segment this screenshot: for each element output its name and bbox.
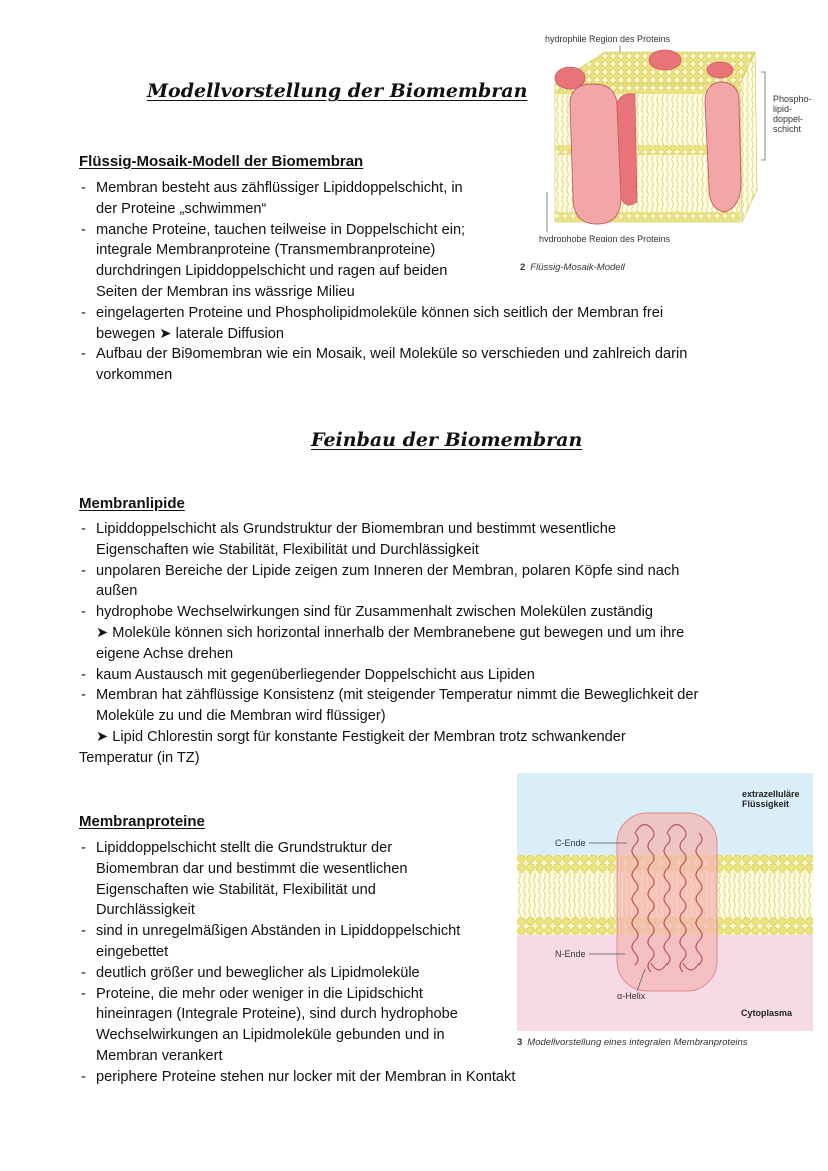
list-item: - sind in unregelmäßigen Abständen in Lipiddoppelschicht [79,921,519,942]
list-item: hineinragen (Integrale Proteine), sind durch hydrophobe [96,1006,458,1023]
list-item: Seiten der Membran ins wässrige Milieu [96,283,355,300]
label-phospholipid-4: schicht [773,124,802,134]
list-item: Membran verankert [96,1047,223,1064]
list-item: integrale Membranproteine (Transmembranproteine) [96,242,436,259]
membranproteine-list [79,838,519,1088]
label-cytoplasma: Cytoplasma [741,1008,793,1018]
fluid-mosaic-illustration [525,32,825,242]
list-item: bewegen ➤ laterale Diffusion [96,325,285,342]
label-extrazellulaer-1: extrazelluläre [742,789,800,799]
label-extrazellulaer-2: Flüssigkeit [742,799,790,809]
list-item: Temperatur (in TZ) [79,749,200,766]
heading-fluessig-mosaik-modell: Flüssig-Mosaik-Modell der Biomembran [79,153,364,170]
figure2-caption [517,1037,748,1048]
list-item: - manche Proteine, tauchen teilweise in Doppelschicht ein; [79,220,739,241]
list-item: - deutlich größer und beweglicher als Lipidmoleküle [79,963,519,984]
figure1-caption-text: Flüssig-Mosaik-Modell [530,262,625,273]
integral-protein-illustration [517,773,813,1031]
heading-membranproteine: Membranproteine [79,813,205,830]
list-item: - periphere Proteine stehen nur locker mit der Membran in Kontakt [79,1067,519,1088]
integral-protein-figure [517,773,813,1031]
list-item: der Proteine „schwimmen“ [96,200,267,217]
fluid-mosaic-figure [525,32,825,242]
integral-protein-shape [570,84,621,224]
figure1-caption [520,262,625,273]
label-hydrophobe-region: hydrophobe Region des Proteins [539,234,671,242]
list-item: ➤ Moleküle können sich horizontal innerhalb der Membranebene gut bewegen und um ihre [96,624,685,641]
heading-membranlipide: Membranlipide [79,495,185,512]
figure2-caption-number: 3 [517,1037,523,1048]
list-item: eigene Achse drehen [96,645,234,662]
list-item: Durchlässigkeit [96,902,195,919]
list-item: Moleküle zu und die Membran wird flüssiger) [96,708,386,725]
figure1-caption-number: 2 [520,262,526,273]
list-item: - Aufbau der Bi9omembran wie ein Mosaik, weil Moleküle so verschieden und zahlreich darin [79,344,739,365]
list-item: - Lipiddoppelschicht als Grundstruktur der Biomembran und bestimmt wesentliche [79,519,779,540]
page-title-feinbau: Feinbau der Biomembran [311,429,583,451]
list-item: - eingelagerten Proteine und Phospholipidmoleküle können sich seitlich der Membran frei [79,303,739,324]
list-item: Eigenschaften wie Stabilität, Flexibilität und Durchlässigkeit [96,541,479,558]
list-item: - kaum Austausch mit gegenüberliegender Doppelschicht aus Lipiden [79,665,779,686]
list-item: eingebettet [96,943,169,960]
figure2-caption-text: Modellvorstellung eines integralen Membranproteins [527,1037,748,1048]
label-phospholipid-3: doppel- [773,114,804,124]
list-item: Biomembran dar und bestimmt die wesentlichen [96,860,408,877]
list-item: - Proteine, die mehr oder weniger in die Lipidschicht [79,984,519,1005]
label-hydrophile-region: hydrophile Region des Proteins [545,34,671,44]
label-phospholipid-2: lipid- [773,104,793,114]
list-item: - unpolaren Bereiche der Lipide zeigen zum Inneren der Membran, polaren Köpfe sind nach [79,561,779,582]
label-phospholipid-1: Phospho- [773,94,812,104]
list-item: vorkommen [96,367,173,384]
list-item: - Membran hat zähflüssige Konsistenz (mit steigender Temperatur nimmt die Beweglichkeit der [79,685,779,706]
membranlipide-list [79,519,779,769]
label-c-ende: C-Ende [555,838,586,848]
label-n-ende: N-Ende [555,949,586,959]
list-item: - hydrophobe Wechselwirkungen sind für Zusammenhalt zwischen Molekülen zuständig [79,602,779,623]
list-item: Eigenschaften wie Stabilität, Flexibilität und [96,881,376,898]
page-title-modellvorstellung: Modellvorstellung der Biomembran [147,80,528,102]
list-item: durchdringen Lipiddoppelschicht und ragen auf beiden [96,263,448,280]
list-item: außen [96,583,138,600]
label-alpha-helix: α-Helix [617,991,646,1001]
list-item: ➤ Lipid Chlorestin sorgt für konstante Festigkeit der Membran trotz schwankender [96,728,626,745]
list-item: Wechselwirkungen an Lipidmoleküle gebunden und in [96,1027,445,1044]
list-item: - Lipiddoppelschicht stellt die Grundstruktur der [79,838,519,859]
list-item: - Membran besteht aus zähflüssiger Lipiddoppelschicht, in [79,178,739,199]
